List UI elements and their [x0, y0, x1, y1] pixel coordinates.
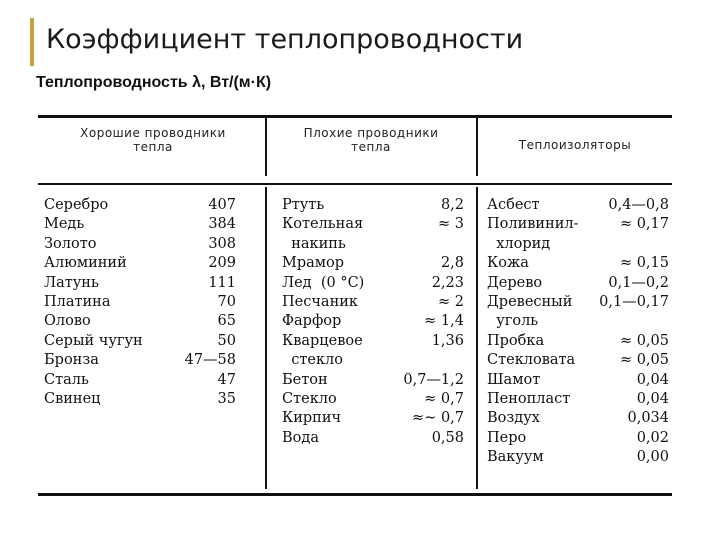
table-row	[282, 313, 464, 332]
conductivity-value: 0,4—0,8	[608, 197, 669, 213]
conductivity-value: 47	[217, 371, 236, 388]
material-name: Мрамор	[282, 255, 345, 272]
conductivity-value: 0,1—0,2	[608, 274, 669, 291]
conductivity-value: 0,04	[636, 391, 669, 407]
material-name: стекло	[282, 352, 343, 369]
column-header-good-conductors	[44, 126, 262, 154]
material-name: Серебро	[44, 197, 109, 213]
conductivity-value: 1,36	[431, 332, 464, 349]
material-name: Древесный	[487, 294, 573, 310]
table-bottom-rule	[38, 493, 672, 496]
conductivity-value: ≈ 0,05	[619, 352, 669, 369]
table-row	[487, 410, 669, 429]
table-row	[487, 236, 669, 255]
column-header-insulators	[480, 138, 670, 152]
column-header-poor-conductors	[270, 126, 472, 154]
material-name: Платина	[44, 294, 111, 310]
title-accent-bar	[30, 18, 34, 66]
table-row	[282, 236, 464, 255]
table-row	[282, 197, 464, 216]
conductivity-value: ≈ 0,17	[619, 216, 669, 233]
conductivity-value: ≈ 0,15	[619, 255, 669, 272]
table-row	[44, 372, 236, 391]
conductivity-value: ≈ 2	[438, 294, 464, 310]
table-row	[282, 372, 464, 391]
material-name: Бетон	[282, 371, 328, 388]
table-row	[282, 275, 464, 294]
column-header-line: Хорошие проводники	[80, 126, 226, 140]
material-name: Бронза	[44, 352, 99, 369]
conductivity-value: 209	[208, 255, 236, 272]
conductivity-value: 308	[208, 235, 236, 252]
conductivity-value: 0,034	[627, 410, 669, 427]
slide-title: Коэффициент теплопроводности	[46, 24, 524, 55]
material-name: Фарфор	[282, 313, 342, 330]
conductivity-value: 0,04	[636, 371, 669, 388]
column-divider	[265, 118, 267, 176]
conductivity-value: 2,23	[431, 274, 464, 291]
material-name: Поливинил-	[487, 216, 579, 233]
conductivity-value: 50	[217, 332, 236, 349]
conductivity-value: 35	[217, 391, 236, 407]
table-row	[487, 333, 669, 352]
conductivity-value: ≈∼ 0,7	[412, 410, 464, 427]
table-row	[282, 352, 464, 371]
table-row	[44, 352, 236, 371]
column-divider	[476, 118, 478, 176]
material-name: накипь	[282, 235, 346, 252]
table-row	[282, 216, 464, 235]
conductivity-value: ≈ 3	[438, 216, 464, 233]
column-divider	[265, 187, 267, 489]
table-row	[487, 372, 669, 391]
conductivity-value: 111	[208, 274, 236, 291]
conductivity-value: 0,00	[636, 449, 669, 466]
material-name: Дерево	[487, 274, 543, 291]
table-row	[487, 352, 669, 371]
material-name: Шамот	[487, 371, 541, 388]
table-row	[282, 333, 464, 352]
table-row	[487, 449, 669, 468]
material-name: Серый чугун	[44, 332, 143, 349]
material-name: Медь	[44, 216, 85, 233]
table-header-rule	[38, 183, 672, 185]
table-row	[44, 236, 236, 255]
material-name: Олово	[44, 313, 91, 330]
conductivity-value: ≈ 0,05	[619, 332, 669, 349]
conductivity-value: 8,2	[440, 197, 464, 213]
conductivity-value: 2,8	[440, 255, 464, 272]
material-name: Песчаник	[282, 294, 358, 310]
table-row	[487, 430, 669, 449]
table-row	[44, 333, 236, 352]
table-row	[44, 391, 236, 410]
conductivity-value: 65	[217, 313, 236, 330]
table-top-rule	[38, 115, 672, 118]
material-name: Свинец	[44, 391, 101, 407]
conductivity-value: ≈ 1,4	[424, 313, 464, 330]
material-name: Вода	[282, 429, 319, 446]
conductivity-value: 407	[208, 197, 236, 213]
material-name: Пробка	[487, 332, 545, 349]
material-name: Асбест	[487, 197, 540, 213]
material-name: Стекло	[282, 391, 337, 407]
table-row	[44, 255, 236, 274]
conductivity-value: 70	[217, 294, 236, 310]
conductivity-value: 0,02	[636, 429, 669, 446]
table-row	[282, 391, 464, 410]
column-header-line: тепла	[351, 140, 391, 154]
column-header-line: Плохие проводники	[303, 126, 439, 140]
conductivity-value: 384	[208, 216, 236, 233]
material-name: Кварцевое	[282, 332, 363, 349]
material-name: Кирпич	[282, 410, 342, 427]
table-row	[44, 275, 236, 294]
table-row	[44, 197, 236, 216]
table-row	[282, 255, 464, 274]
material-name: Алюминий	[44, 255, 127, 272]
conductivity-value: ≈ 0,7	[424, 391, 464, 407]
conductivity-value: 0,7—1,2	[403, 371, 464, 388]
column-header-line: тепла	[133, 140, 173, 154]
material-name: Пенопласт	[487, 391, 571, 407]
material-name: хлорид	[487, 235, 551, 252]
table-row	[487, 197, 669, 216]
table-row	[487, 294, 669, 313]
table-row	[487, 275, 669, 294]
material-name: Лед (0 °С)	[282, 274, 365, 291]
table-row	[282, 410, 464, 429]
table-caption: Теплопроводность λ, Вт/(м·К)	[36, 74, 272, 91]
conductivity-value: 47—58	[184, 352, 236, 369]
table-row	[487, 391, 669, 410]
table-row	[487, 313, 669, 332]
table-row	[44, 294, 236, 313]
material-name: Золото	[44, 235, 97, 252]
table-row	[282, 294, 464, 313]
material-name: Воздух	[487, 410, 540, 427]
column-header-line: Теплоизоляторы	[518, 138, 632, 152]
material-name: Перо	[487, 429, 527, 446]
table-row	[487, 255, 669, 274]
material-name: Сталь	[44, 371, 89, 388]
column-divider	[476, 187, 478, 489]
conductivity-value: 0,1—0,17	[599, 294, 669, 310]
material-name: Вакуум	[487, 449, 544, 466]
material-name: Котельная	[282, 216, 364, 233]
material-name: Кожа	[487, 255, 529, 272]
table-row	[44, 216, 236, 235]
table-row	[282, 430, 464, 449]
table-row	[44, 313, 236, 332]
material-name: уголь	[487, 313, 539, 330]
material-name: Стекловата	[487, 352, 576, 369]
material-name: Латунь	[44, 274, 99, 291]
material-name: Ртуть	[282, 197, 325, 213]
table-row	[487, 216, 669, 235]
conductivity-value: 0,58	[431, 429, 464, 446]
